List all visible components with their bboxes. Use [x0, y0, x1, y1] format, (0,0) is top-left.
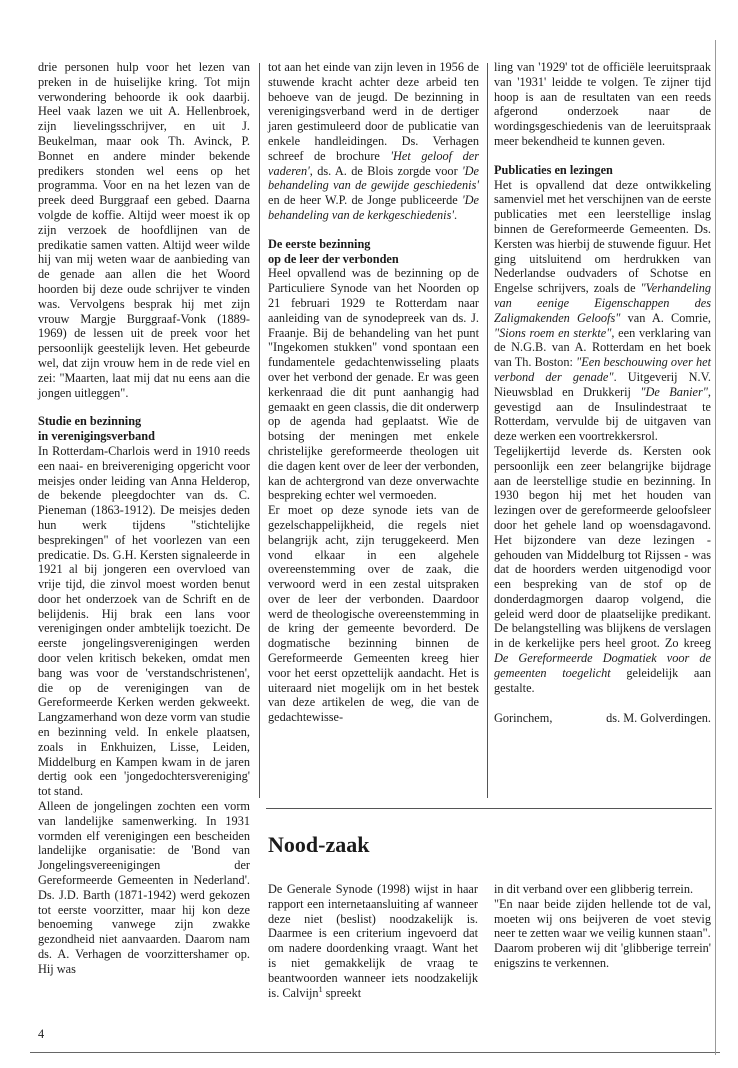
- paragraph: Daarom proberen wij dit 'glibberige terrein' enigszins te verkennen.: [494, 941, 711, 970]
- signature-line: [494, 711, 711, 726]
- column-3: [494, 60, 711, 726]
- paragraph: Heel opvallend was de bezinning op de Particuliere Synode van het Noorden op 21 februari 1929 te Rotterdam naar aanleiding van de synodepreek van ds. J. Fraanje. Bij de behandeling van het punt "Ingekomen stukken" vond spontaan een fundamentele gedachtenwisseling plaats over het verbond der genade. Er was geen kerkenraad die dit punt aanhangig had gemaakt en geen classis, die dit onderwerp op de agenda had geplaatst. Wie de botsing der meningen met enkele christelijke gereformeerde theologen uit die dagen kent over de leer der verbonden, kan de achtergrond van deze onverwachte bespreking echter wel vermoeden.: [268, 266, 479, 503]
- book-title: "Een beschouwing over het verbond der genade": [494, 355, 711, 384]
- footnote-marker: 1: [318, 984, 323, 994]
- page-edge-rule: [715, 40, 716, 1055]
- paragraph: in dit verband over een glibberig terrein.: [494, 882, 694, 896]
- column-divider: [487, 63, 488, 798]
- quote: "En naar beide zijden hellende tot de val, moeten wij ons beijveren de voet stevig neer te zetten waar we veilig kunnen staan".: [494, 896, 711, 941]
- paragraph: tot aan het einde van zijn leven in 1956 de stuwende kracht achter deze arbeid ten behoeve van de jeugd. De bezinning in verenigingsverband werd in de dertiger jaren gestimuleerd door de publicatie van enkele handleidingen. Ds. Verhagen schreef de brochure 'Het geloof der vaderen', ds. A. de Blois zorgde voor 'De behandeling van de gewijde geschiedenis' en de heer W.P. de Jonge publiceerde 'De behandeling van de kerkgeschiedenis'.: [268, 60, 479, 222]
- book-title: De Gereformeerde Dogmatiek voor de gemeenten toegelicht: [494, 651, 711, 680]
- paragraph: drie personen hulp voor het lezen van preken in de huiselijke kring. Tot mijn verwondering behoorde ik ook daarbij. Heel vaak lazen we uit A. Hellenbroek, zijn lievelingsschrijver, en uit J. Beukelman, maar ook Th. Avinck, P. Bonnet en andere minder bekende predikers stonden wel eens op het programma. Voor en na het lezen van de preek deed Burggraaf een gebed. Daarna volgde de koffie. Altijd weer moest ik op zijn verzoek de hoofdlijnen van de predikatie samen vatten. Altijd weer wilde hij van mij weten waar de aanbieding van de genade aan allen die het Woord hoorden bij deze oude schrijver te vinden was. Vervolgens besprak hij met zijn vrouw Margje Burggraaf-Vonk (1889-1969) de lessen uit de preek voor het persoonlijk geestelijk leven. Het gebeurde wel, dat zijn vrouw hem in de rede viel en zei: "Maarten, laat mij dat nu eens aan die jongen uitleggen".: [38, 60, 250, 400]
- article-title: Nood-zaak: [268, 832, 370, 857]
- book-title: 'Het geloof der vaderen': [268, 148, 479, 178]
- signature-author: ds. M. Golverdingen.: [606, 711, 711, 726]
- book-title: 'De behandeling van de gewijde geschiedenis': [268, 163, 479, 193]
- book-title: "Verhandeling van eenige Eigenschappen des Zaligmakenden Geloofs": [494, 281, 711, 325]
- section-heading: Studie en bezinning in verenigingsverband: [38, 414, 155, 444]
- paragraph: Er moet op deze synode iets van de gezelschappelijkheid, die regels niet belangrijk acht, zijn teruggekeerd. Men vond elkaar in een algehele overeenstemming over de zaak, die verwoord werd in een zestal uitspraken over de leer der verbonden. Daardoor werd de theologische overeenstemming in de kring der gemeente bevorderd. De dogmatische bezinning binnen de Gereformeerde Gemeenten kreeg hier voor het eerst opzettelijk aandacht. Het is uiteraard niet mogelijk om in het bestek van deze artikelen de weg, die van de gedachtewisse-: [268, 503, 479, 725]
- article2-column-2: [494, 882, 711, 971]
- paragraph: Alleen de jongelingen zochten een vorm van landelijke samenwerking. In 1931 vormden elf verenigingen een bescheiden landelijke organisatie: de 'Bond van Jongelingsvereenigingen der Gereformeerde Gemeenten in Nederland'. Ds. J.D. Barth (1871-1942) werd gekozen tot eerste voorzitter, maar hij kon deze benoeming vanwege zijn zwakke gezondheid niet aanvaarden. Daarom nam ds. A. Verhagen de voorzittershamer op. Hij was: [38, 799, 250, 976]
- paragraph: Tegelijkertijd leverde ds. Kersten ook persoonlijk een zeer belangrijke bijdrage aan de leerstellige studie en bezinning. In 1930 begon hij met het houden van lezingen over de gereformeerde geloofsleer door het gehele land op woensdagavond. Het bijzondere van deze lezingen - gehouden van Middelburg tot Rijssen - was dat de hoorders werden uitgenodigd voor een bespreking van de stof op de donderdagmorgen daarop volgend, die geleid werd door de plaatselijke predikant. De belangstelling was blijkens de verslagen in de kerkelijke pers heel groot. Zo kreeg De Gereformeerde Dogmatiek voor de gemeenten toegelicht geleidelijk aan gestalte.: [494, 443, 711, 695]
- column-1: [38, 60, 250, 977]
- paragraph: ling van '1929' tot de officiële leeruitspraak van '1931' leidde te volgen. Te zijner tijd hoop is aan de resultaten van een reeds afgerond onderzoek naar de wordingsgeschiedenis van de leeruitspraak meer bekendheid te kunnen geven.: [494, 60, 711, 148]
- column-divider: [259, 63, 260, 798]
- section-heading: De eerste bezinning op de leer der verbonden: [268, 236, 399, 266]
- paragraph: De Generale Synode (1998) wijst in haar rapport een internetaansluiting af wanneer deze niet (beslist) noodzakelijk is. Daarmee is een criterium ingevoerd dat om nadere doordenking vraagt. Want het is niet gemakkelijk de vraag te beantwoorden wanneer iets noodzakelijk is. Calvijn$^1$ spreekt: [268, 882, 478, 1000]
- page-bottom-rule: [30, 1052, 720, 1053]
- article2-column-1: [268, 882, 478, 1000]
- paragraph: In Rotterdam-Charlois werd in 1910 reeds een naai- en breivereniging opgericht voor meisjes onder leiding van Anna Helderop, de bekende pleegdochter van ds. C. Pieneman (1863-1912). De meisjes deden hun werk tijdens "stichtelijke besprekingen" of het voorlezen van een predicatie. Ds. G.H. Kersten signaleerde in 1921 al bij jongeren een overvloed van vrije tijd, die zinvol moest worden benut door het onderzoek van de Schrift en de belijdenis. Hij brak een lans voor verenigingen onder ambtelijk toezicht. De eerste jongelingsverenigingen werden door velen kritisch bekeken, omdat men bang was voor de 'verstandschristenen', die op de verenigingen van de Gereformeerde Kerken werden gekweekt. Langzamerhand won deze vorm van studie en bezinning veld. In enkele plaatsen, zoals in Enkhuizen, Lisse, Leiden, Middelburg en Kampen kwam in de jaren dertig ook een 'jongedochtersvereniging' tot stand.: [38, 443, 250, 799]
- page-number: 4: [38, 1027, 45, 1041]
- column-2: [268, 60, 479, 725]
- section-heading: Publicaties en lezingen: [494, 162, 613, 177]
- section-divider: [266, 808, 712, 809]
- publisher-name: "De Banier": [640, 384, 708, 399]
- book-title: 'De behandeling van de kerkgeschiedenis': [268, 193, 479, 222]
- signature-place: Gorinchem,: [494, 711, 553, 726]
- book-title: "Sions roem en sterkte": [494, 325, 612, 340]
- paragraph: Het is opvallend dat deze ontwikkeling samenviel met het verschijnen van de eerste publicaties met een leerstellige inslag binnen de Gereformeerde Gemeenten. Ds. Kersten was hierbij de stuwende figuur. Het ging uitsluitend om herdrukken van Nederlandse oudvaders of Schotse en Engelse schrijvers, zoals de "Verhandeling van eenige Eigenschappen des Zaligmakenden Geloofs" van A. Comrie, "Sions roem en sterkte", een verklaring van de N.G.B. van A. Rotterdam en het boek van Th. Boston: "Een beschouwing over het verbond der genade". Uitgeverij N.V. Nieuwsblad en Drukkerij "De Banier", gevestigd aan de Insulindestraat te Rotterdam, vervulde bij de uitgaven van deze werken een voortrekkersrol.: [494, 177, 712, 444]
